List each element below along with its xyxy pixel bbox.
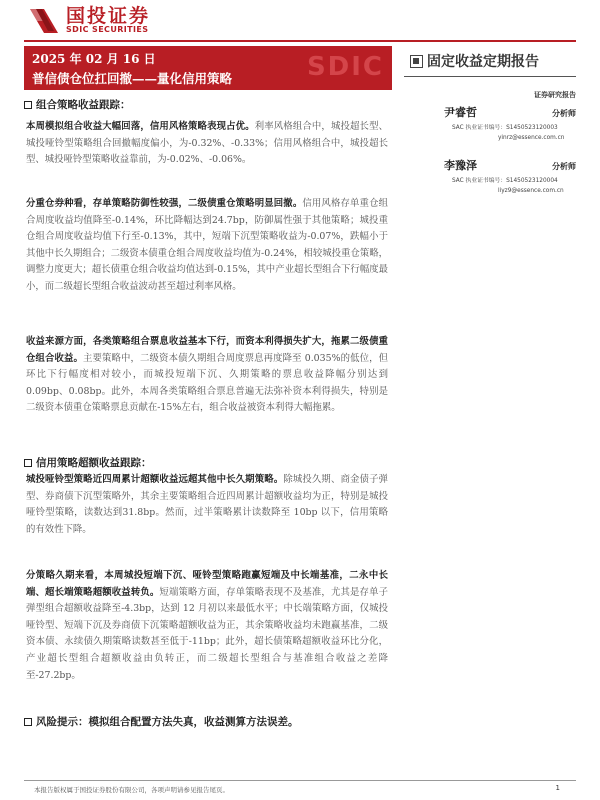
analyst-role: 分析师 bbox=[552, 108, 576, 118]
analyst-name: 李豫泽 bbox=[444, 159, 477, 172]
analyst-role: 分析师 bbox=[552, 161, 576, 171]
report-type-icon bbox=[410, 55, 423, 68]
paragraph-lead: 本周模拟组合收益大幅回落，信用风格策略表现占优。 bbox=[26, 121, 255, 132]
analyst-card bbox=[404, 104, 576, 141]
brand-name-en: SDIC SECURITIES bbox=[66, 25, 149, 34]
paragraph bbox=[26, 472, 388, 538]
department-label: 证券研究报告 bbox=[534, 91, 576, 99]
footer-rule bbox=[24, 780, 576, 781]
analyst-name: 尹睿哲 bbox=[444, 106, 477, 119]
analyst-email[interactable]: liyz9@essence.com.cn bbox=[498, 188, 564, 194]
paragraph-lead: 城投哑铃型策略近四周累计超额收益远超其他中长久期策略。 bbox=[26, 474, 284, 485]
sdic-logo-icon bbox=[28, 7, 60, 35]
paragraph bbox=[26, 196, 388, 296]
company-logo bbox=[28, 6, 150, 36]
paragraph bbox=[26, 119, 388, 169]
paragraph-body: 主要策略中，二级资本债久期组合周度票息再度降至 0.035%的低位，但环比下行幅度相对较小，而城投短端下沉、久期策略的票息收益降幅分别达到 0.09bp、0.08bp。此外，本周各类策略组合票息普遍无法弥补资本利得损失，特别是二级资本债重仓策略票息贡献在-15%左右，组合收益被资本利得大幅拖累。 bbox=[26, 352, 388, 414]
paragraph-body: 除城投久期、商金债子弹型、券商债下沉型策略外，其余主要策略组合近四周累计超额收益均为正，特别是城投哑铃型策略，读数达到31.8bp。然而，过半策略累计读数降至 10bp 以下，信用策略的有效性下降。 bbox=[26, 474, 388, 535]
risk-warning-text: 风险提示：模拟组合配置方法失真，收益测算方法误差。 bbox=[36, 716, 299, 728]
section-heading-text: 组合策略收益跟踪： bbox=[36, 99, 131, 111]
title-banner bbox=[24, 46, 392, 90]
paragraph-body: 信用风格存单重仓组合周度收益均值降至-0.14%，环比降幅达到24.7bp，防御属性强于其他策略；城投重仓组合周度收益均值下行至-0.13%，其中，短端下沉型策略收益为-0.07%，跌幅小于其他中长久期组合；二级资本债重仓组合周度收益均值为-0.24%，相较城投重仓策略，调整力度更大；超长债重仓组合收益均值达到-0.15%，其中产业超长型组合下行幅度最小，而二级超长型组合收益波动甚至超过利率风格。 bbox=[26, 198, 388, 292]
risk-warning bbox=[24, 714, 299, 729]
paragraph-body: 利率风格组合中，城投超长型、城投哑铃型策略组合回撤幅度偏小，为-0.32%、-0.33%；信用风格组合中，城投超长型、城投哑铃型策略收益靠前，为-0.02%、-0.06%。 bbox=[26, 121, 388, 166]
analyst-email[interactable]: yinrz@essence.com.cn bbox=[498, 135, 565, 141]
brand-name-cn: 国投证券 bbox=[66, 5, 151, 27]
paragraph-body: 短端策略方面，存单策略表现不及基准，尤其是存单子弹型组合超额收益降至-4.3bp，达到 12 月初以来最低水平；中长端策略方面，仅城投哑铃型、短端下沉及券商债下沉策略超额收益为正，其余策略收益均未跑赢基准，二级资本债、永续债久期策略读数甚至低于-11bp；此外，超长债策略超额收益环比分化，产业超长型组合超额收益由负转正，而二级超长型组合与基准组合收益之差降至-27.2bp。 bbox=[26, 586, 388, 681]
report-type-rule bbox=[404, 76, 576, 77]
section-bullet-icon bbox=[24, 101, 32, 109]
analyst-cert: SAC 执业证书编号：S1450523120003 bbox=[452, 125, 558, 131]
banner-watermark: SDIC bbox=[306, 52, 384, 82]
report-type-label: 固定收益定期报告 bbox=[427, 54, 539, 70]
header-rule bbox=[24, 40, 576, 42]
section-heading-text: 信用策略超额收益跟踪： bbox=[36, 457, 152, 469]
section-heading bbox=[24, 455, 152, 470]
paragraph bbox=[26, 334, 388, 417]
section-bullet-icon bbox=[24, 459, 32, 467]
report-date: 2025 年 02 月 16 日 bbox=[32, 52, 156, 66]
page-number: 1 bbox=[555, 784, 560, 792]
analyst-cert: SAC 执业证书编号：S1450523120004 bbox=[452, 178, 558, 184]
paragraph-lead: 分重仓券种看，存单策略防御性较强，二级债重仓策略明显回撤。 bbox=[26, 198, 303, 209]
section-bullet-icon bbox=[24, 718, 32, 726]
footer-disclaimer: 本报告版权属于国投证券股份有限公司，各项声明请参见报告尾页。 bbox=[34, 786, 229, 794]
section-heading bbox=[24, 97, 131, 112]
report-title: 普信债仓位扛回撤——量化信用策略 bbox=[32, 71, 233, 86]
paragraph-lead: 分策略久期来看，本周城投短端下沉、哑铃型策略跑赢短端及中长端基准，二永中长端、超长端策略超额收益转负。 bbox=[26, 570, 388, 598]
paragraph bbox=[26, 568, 388, 684]
analyst-card bbox=[404, 157, 576, 194]
paragraph-lead: 收益来源方面，各类策略组合票息收益基本下行，而资本利得损失扩大，拖累二级债重仓组合收益。 bbox=[26, 336, 388, 364]
analyst-sidebar bbox=[404, 90, 576, 194]
report-type bbox=[410, 50, 580, 72]
